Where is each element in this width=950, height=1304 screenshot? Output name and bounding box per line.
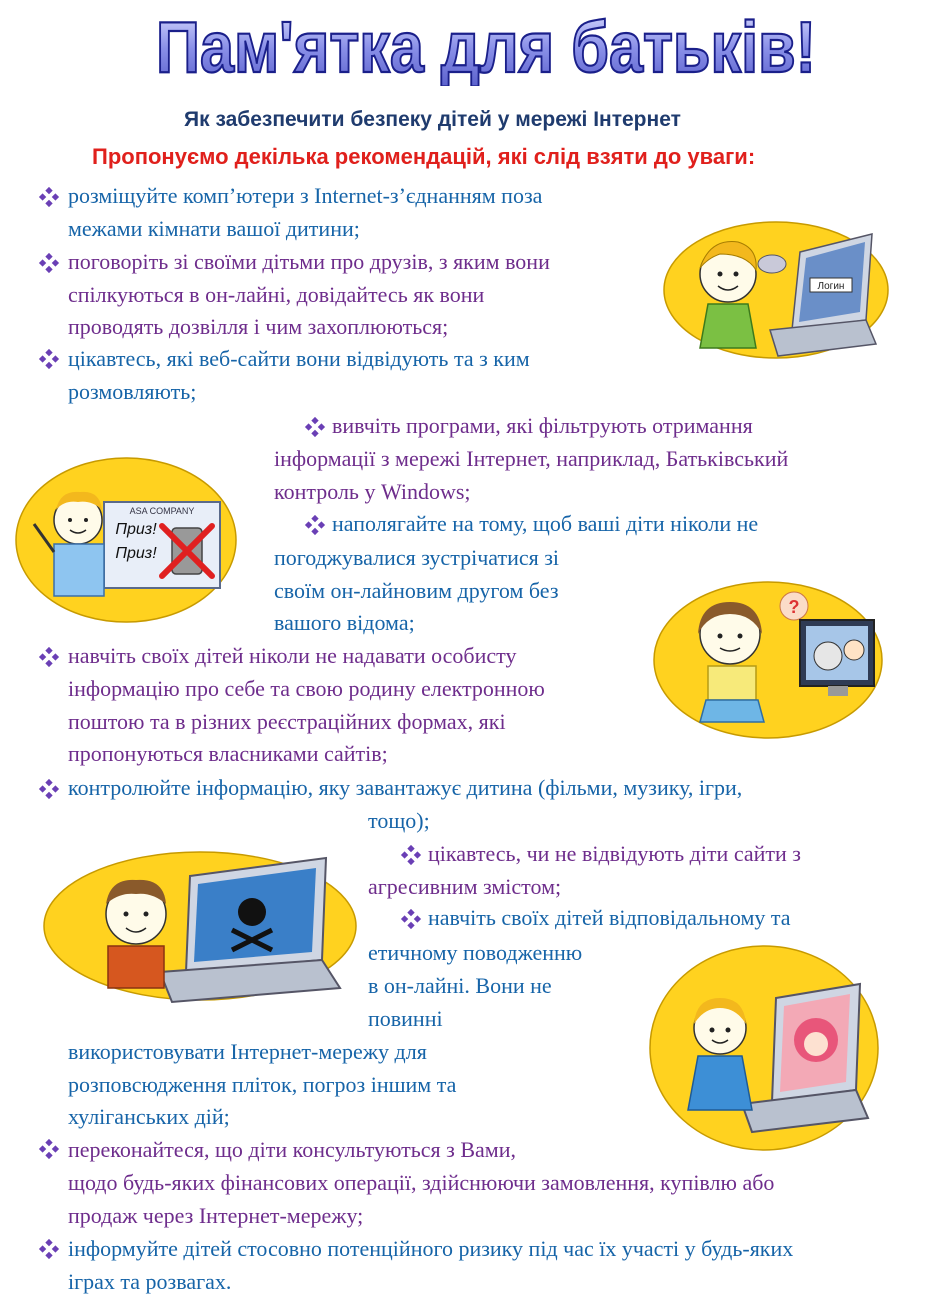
tip-line: щодо будь-яких фінансових операції, здійснюючи замовлення, купівлю або bbox=[68, 1170, 775, 1195]
girl-monitor-illustration bbox=[650, 576, 886, 742]
bullet-icon bbox=[304, 514, 326, 536]
tip-line: іграх та розвагах. bbox=[68, 1269, 232, 1294]
bullet-icon bbox=[38, 252, 60, 274]
tip-line: цікавтесь, які веб-сайти вони відвідують та з ким bbox=[68, 346, 530, 371]
tip-line: навчіть своїх дітей ніколи не надавати особисту bbox=[68, 643, 517, 668]
tip-line: цікавтесь, чи не відвідують діти сайти з bbox=[428, 841, 801, 866]
company-label: ASA COMPANY bbox=[129, 506, 195, 516]
tip-line: інформуйте дітей стосовно потенційного ризику під час їх участі у будь-яких bbox=[68, 1236, 794, 1261]
tip-line: спілкуються в он-лайні, довідайтесь як вони bbox=[68, 282, 485, 307]
tip-line: продаж через Інтернет-мережу; bbox=[68, 1203, 364, 1228]
girl-laptop-illustration bbox=[660, 212, 892, 362]
tip-line: поштою та в різних реєстраційних формах, які bbox=[68, 709, 506, 734]
bullet-icon bbox=[38, 1138, 60, 1160]
tip-line: вивчіть програми, які фільтрують отримання bbox=[332, 413, 753, 438]
bullet-icon bbox=[38, 778, 60, 800]
tip-line: використовувати Інтернет-мережу для bbox=[68, 1039, 427, 1064]
tip-line: своїм он-лайновим другом без bbox=[274, 578, 559, 603]
tip-line: тощо); bbox=[368, 808, 430, 833]
tip-line: розмовляють; bbox=[68, 379, 197, 404]
tip-line: інформації з мережі Інтернет, наприклад, Батьківський bbox=[274, 446, 789, 471]
tip-line: розповсюдження пліток, погроз іншим та bbox=[68, 1072, 457, 1097]
question-mark: ? bbox=[788, 597, 800, 617]
tip-line: межами кімнати вашої дитини; bbox=[68, 216, 360, 241]
boy-skull-laptop-illustration bbox=[40, 838, 358, 1006]
prize-label: Приз! bbox=[115, 545, 157, 562]
tip-line: інформацію про себе та свою родину електронною bbox=[68, 676, 545, 701]
page-title bbox=[0, 4, 950, 86]
tip-line: проводять дозвілля і чим захоплюються; bbox=[68, 314, 449, 339]
subtitle: Як забезпечити безпеку дітей у мережі Інтернет bbox=[184, 108, 681, 131]
tip-line: агресивним змістом; bbox=[368, 874, 562, 899]
bullet-icon bbox=[38, 646, 60, 668]
tip-line: пропонуються власниками сайтів; bbox=[68, 741, 388, 766]
bullet-icon bbox=[304, 416, 326, 438]
tip-line: повинні bbox=[368, 1006, 443, 1031]
page-title-text: Пам'ятка для батьків! bbox=[156, 8, 816, 86]
tip-line: розміщуйте комп’ютери з Internet-з’єднанням поза bbox=[68, 183, 543, 208]
prize-label: Приз! bbox=[115, 521, 157, 538]
bullet-icon bbox=[38, 186, 60, 208]
intro-text: Пропонуємо декілька рекомендацій, які слід взяти до уваги: bbox=[92, 144, 756, 169]
tip-line: вашого відома; bbox=[274, 610, 415, 635]
bullet-icon bbox=[400, 908, 422, 930]
tip-line: поговоріть зі своїми дітьми про друзів, з яким вони bbox=[68, 249, 550, 274]
tip-line: контролюйте інформацію, яку завантажує дитина (фільми, музику, ігри, bbox=[68, 775, 743, 800]
bullet-icon bbox=[400, 844, 422, 866]
tip-line: етичному поводженню bbox=[368, 940, 583, 965]
bullet-icon bbox=[38, 348, 60, 370]
tip-line: переконайтеся, що діти консультуються з Вами, bbox=[68, 1137, 516, 1162]
tip-line: погоджувалися зустрічатися зі bbox=[274, 545, 560, 570]
tip-line: контроль у Windows; bbox=[274, 479, 471, 504]
tip-line: в он-лайні. Вони не bbox=[368, 973, 552, 998]
login-label: Логин bbox=[817, 281, 845, 292]
tip-line: наполягайте на тому, щоб ваші діти ніколи не bbox=[332, 511, 759, 536]
girl-photo-laptop-illustration bbox=[646, 940, 882, 1154]
tip-line: хуліганських дій; bbox=[68, 1104, 230, 1129]
boy-prize-illustration bbox=[12, 448, 240, 628]
tip-line: навчіть своїх дітей відповідальному та bbox=[428, 905, 791, 930]
bullet-icon bbox=[38, 1238, 60, 1260]
